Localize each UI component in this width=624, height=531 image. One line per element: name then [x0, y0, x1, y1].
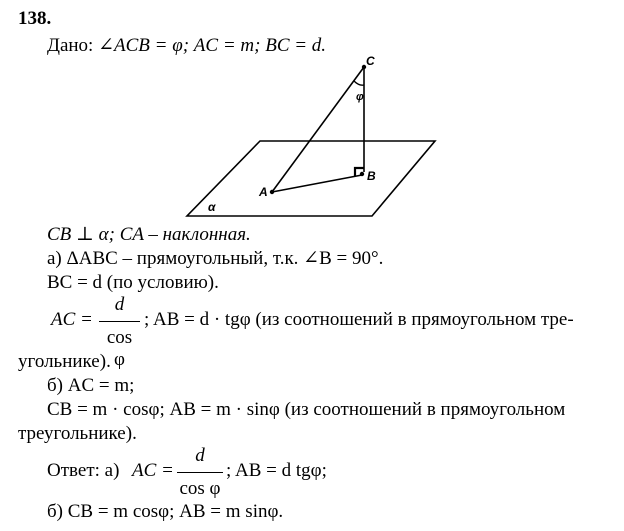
- answer-frac-bar: [177, 472, 223, 473]
- part-a-after-fraction: ; AB = d · tgφ (из соотношений в прямоугольном тре-: [144, 309, 574, 330]
- label-phi: φ: [356, 91, 364, 103]
- segment-ca: [272, 67, 364, 192]
- part-a-ac-text: AC =: [51, 309, 93, 330]
- part-b-line1: б) AC = m;: [47, 375, 135, 396]
- given-label: Дано:: [47, 35, 99, 56]
- part-a-ac-lhs: [51, 310, 93, 329]
- perpendicular-text: CB ⊥ α; CA – наклонная.: [47, 224, 251, 245]
- segment-ab: [272, 175, 362, 192]
- point-a-dot: [270, 190, 274, 194]
- answer-ac-text: AC =: [132, 460, 174, 481]
- answer-part-b: б) CB = m cosφ; AB = m sinφ.: [47, 501, 284, 522]
- label-b: B: [367, 169, 376, 183]
- perpendicular-line: [47, 225, 251, 244]
- part-b-line3: треугольнике).: [18, 423, 137, 444]
- label-alpha: α: [208, 200, 216, 214]
- part-b-line2: CB = m · cosφ; AB = m · sinφ (из соотношений в прямоугольном: [47, 399, 566, 420]
- point-b-dot: [360, 172, 364, 176]
- part-a-line4: угольнике).: [18, 351, 111, 372]
- part-a-line2: BC = d (по условию).: [47, 272, 219, 293]
- given-text: ∠ACB = φ; AC = m; BC = d.: [98, 35, 327, 56]
- part-a-line1: а) ΔABC – прямоугольный, т.к. ∠B = 90°.: [47, 248, 384, 269]
- label-c: C: [366, 54, 375, 68]
- angle-phi-arc: [354, 81, 364, 85]
- answer-label: Ответ: а): [47, 460, 120, 481]
- label-a: A: [259, 185, 268, 199]
- answer-ac-lhs: [132, 461, 174, 480]
- part-a-frac-num: d: [114, 294, 125, 315]
- answer-frac-num: d: [195, 445, 205, 466]
- problem-number: 138.: [18, 8, 52, 29]
- answer-after-fraction: ; AB = d tgφ;: [226, 460, 327, 481]
- plane-alpha: [187, 141, 435, 216]
- part-a-frac-den: cos φ: [106, 327, 133, 370]
- part-a-fraction: [99, 294, 140, 370]
- answer-frac-den: cos φ: [179, 478, 221, 499]
- part-a-frac-bar: [99, 321, 140, 322]
- answer-fraction: [177, 445, 223, 501]
